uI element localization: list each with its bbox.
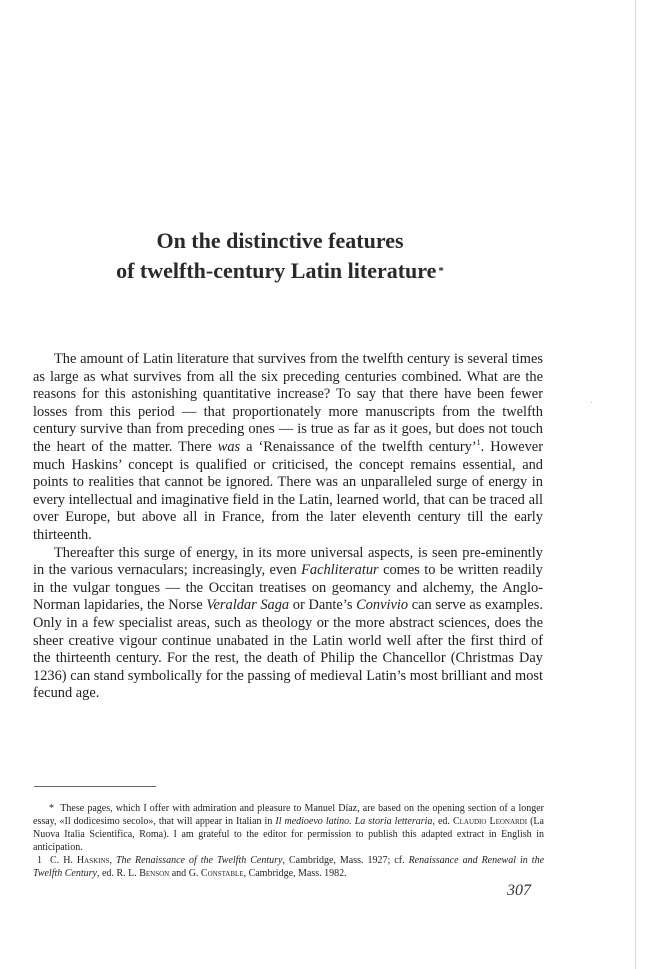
footnote-1-book-1: The Renaissance of the Twelfth Century [115,855,283,866]
footnote-1-mark: 1 [37,855,42,866]
footnote-star-editor: Claudio Leonardi [452,816,528,827]
footnote-1-sep: , [109,855,116,866]
p2-emph-veraldar-saga: Veraldar Saga [206,597,290,614]
footnote-1-editor-1: R. L. Benson [116,868,170,879]
p1-text-a: The amount of Latin literature that survives from the twelfth century is several times as large as what survives from all the six preceding centuries combined. What are the reasons for this astonishing quantitative increase? To say that there have been fewer losses from this period — that proportionately more manuscripts from the twelfth century survive than from preceding ones — is true as far as it goes, but does not touch the heart of the matter. There [33,351,543,455]
paragraph-2 [33,545,543,703]
p2-text-d: can serve as examples. Only in a few specialist areas, such as theology or the more abstract sciences, does the sheer creative vigour continue unabated in the Latin world well after the first third of the thirteenth century. For the rest, the death of Philip the Chancellor (Christmas Day 1236) can stand symbolically for the passing of medieval Latin’s most brilliant and most fecund age. [33,597,543,702]
p1-emph-was: was [217,438,241,455]
footnote-1-text-c: , Cambridge, Mass. 1982. [243,868,347,879]
footnote-1 [33,854,544,880]
footnote-star-text-c: (La Nuova Italia Scientifica, Roma). I am grateful to the editor for permission to publish this adapted extract in English in anticipation. [33,816,544,853]
article-title-text: of twelfth-century Latin literature [116,258,437,283]
scan-speck [591,402,592,403]
footnote-star-book: Il medioevo latino. La storia letteraria [275,816,433,827]
footnote-1-text-b: , ed. [96,868,117,879]
footnote-rule [34,786,156,787]
footnote-1-author: C. H. Haskins [50,855,110,866]
footnote-star-mark: * [49,803,54,814]
footnote-1-editor-2: G. Constable [188,868,244,879]
footnote-star-text-b: , ed. [432,816,453,827]
article-title-line-1: On the distinctive features [156,228,404,253]
title-footnote-mark: * [438,265,444,277]
p2-emph-convivio: Convivio [356,597,409,614]
footnotes [33,802,544,880]
footnote-1-and: and [169,868,189,879]
paragraph-1 [33,351,543,545]
p2-text-b: comes to be written readily in the vulgar tongues — the Occitan treatises on geomancy and alchemy, the Anglo-Norman lapidaries, the Norse [33,562,543,614]
p2-text-a: Thereafter this surge of energy, in its more universal aspects, is seen pre-eminently in the various vernaculars; increasingly, even [33,544,543,579]
footnote-star [33,802,544,854]
footnote-1-text-a: , Cambridge, Mass. 1927; cf. [282,855,409,866]
p2-text-c: or Dante’s [289,597,357,614]
footnote-star-text-a: These pages, which I offer with admiration and pleasure to Manuel Díaz, are based on the opening section of a longer essay, «Il dodicesimo secolo», that will appear in Italian in [33,803,544,827]
page-number: 307 [507,882,531,899]
article-title-line-2 [0,256,560,286]
p2-emph-fachliteratur: Fachliteratur [301,562,379,579]
p1-text-c: . However much Haskins’ concept is qualified or criticised, the concept remains essential, and points to realities that cannot be ignored. There was an unparalleled surge of energy in every intellectual and imaginative field in the Latin, learned world, that can be traced all over Europe, but above all in France, from the later eleventh century till the early thirteenth. [33,438,543,543]
body-text [33,351,543,703]
footnote-1-book-2: Renaissance and Renewal in the Twelfth Century [33,855,545,879]
p1-text-b: a ‘Renaissance of the twelfth century’ [240,438,477,455]
footnote-ref-1[interactable]: 1 [476,437,481,447]
page-edge [635,0,636,969]
